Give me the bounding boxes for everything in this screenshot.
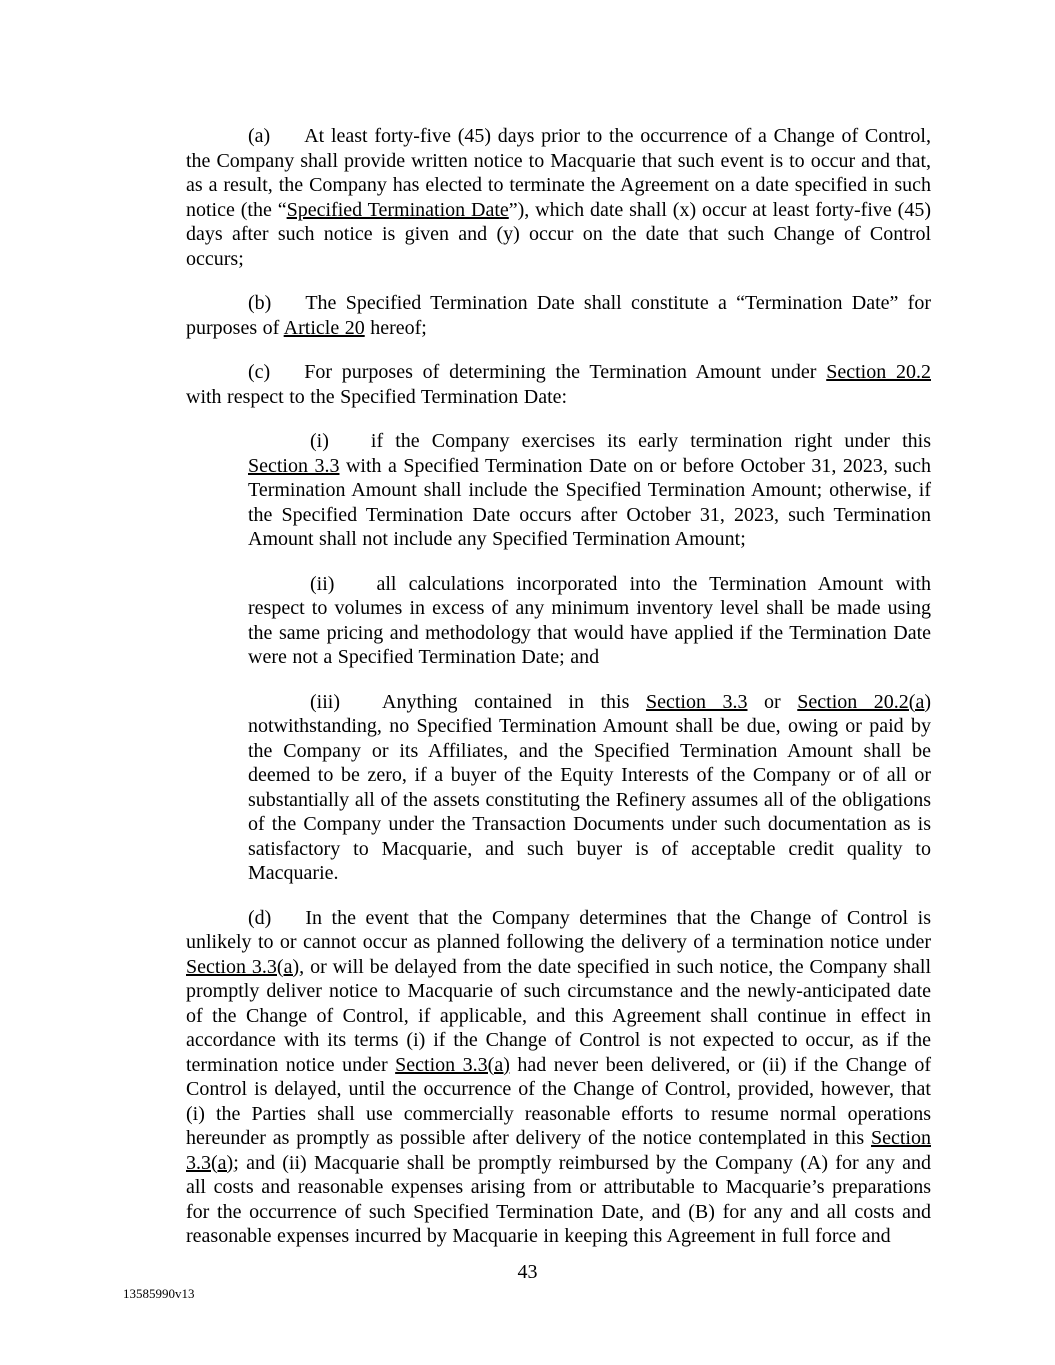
text-segment: ; and (ii) Macquarie shall be promptly reimbursed by the Company (A) for any and all costs and reasonable expenses arising from or attributable to Macquarie’s preparations for the occurrence of such Specified Termination Date, and (B) for any and all costs and reasonable expenses incurred by Macquarie in keeping this Agreement in full force and xyxy=(186,1151,931,1247)
text-segment: , or will be delayed from the date specified in such notice, the Company shall promptly deliver notice to Macquarie of such circumstance and the newly-anticipated date of the Change of Control, if applicable, and this Agreement shall continue in effect in accordance with its terms (i) if the Change of Control is not expected to occur, as if the termination notice under xyxy=(186,955,932,1076)
text-segment: Anything contained in this xyxy=(382,690,646,713)
text-segment: notwithstanding, no Specified Termination Amount shall be due, owing or paid by the Company or its Affiliates, and the Specified Termination Amount shall be deemed to be zero, if a buyer of the Equity Interests of the Company or of all or substantially all of the assets constituting the Refinery assumes all of the obligations of the Company under the Transaction Documents under such documentation as is satisfactory to Macquarie, and such buyer is of acceptable credit quality to Macquarie. xyxy=(248,715,931,884)
cross-reference: Section 3.3(a) xyxy=(395,1053,510,1076)
text-segment: ”), which date shall (x) occur at least forty-five (45) days after such notice is given and (y) occur on the date that such Change of Control occurs; xyxy=(186,198,931,270)
cross-reference: Section 3.3(a) xyxy=(186,1127,931,1174)
paragraph-d xyxy=(186,906,931,1249)
paragraph-label: (c) xyxy=(248,361,271,383)
cross-reference: Section 3.3 xyxy=(248,454,340,477)
text-segment: At least forty-five (45) days prior to the occurrence of a Change of Control, the Company shall provide written notice to Macquarie that such event is to occur and that, as a result, the Company has elected to terminate the Agreement on a date specified in such notice (the “ xyxy=(186,125,931,221)
page-number: 43 xyxy=(517,1261,538,1283)
cross-reference: Specified Termination Date xyxy=(286,198,509,221)
paragraph-iii xyxy=(248,690,931,886)
paragraph-label: (a) xyxy=(248,125,271,147)
cross-reference: Section 3.3 xyxy=(645,690,748,713)
text-segment: For purposes of determining the Termination Amount under xyxy=(304,361,827,383)
document-body xyxy=(186,124,931,1269)
text-segment: The Specified Termination Date shall constitute a “Termination Date” for purposes of xyxy=(186,292,931,339)
paragraph-b xyxy=(186,291,931,340)
text-segment: or xyxy=(747,690,798,713)
text-segment: with respect to the Specified Termination Date: xyxy=(186,385,568,408)
text-segment: In the event that the Company determines that the Change of Control is unlikely to or cannot occur as planned following the delivery of a termination notice under xyxy=(186,906,931,953)
paragraph-i xyxy=(248,429,931,552)
cross-reference: Article 20 xyxy=(283,316,365,339)
cross-reference: Section 20.2(a) xyxy=(797,690,931,713)
text-segment: all calculations incorporated into the Termination Amount with respect to volumes in excess of any minimum inventory level shall be made using the same pricing and methodology that would have applied if the Termination Date were not a Specified Termination Date; and xyxy=(248,572,931,668)
text-segment: with a Specified Termination Date on or before October 31, 2023, such Termination Amount shall include the Specified Termination Amount; otherwise, if the Specified Termination Date occurs after October 31, 2023, such Termination Amount shall not include any Specified Termination Amount; xyxy=(248,454,931,550)
document-id-footer: 13585990v13 xyxy=(123,1286,195,1301)
cross-reference: Section 3.3(a) xyxy=(186,955,300,978)
text-segment: had never been delivered, or (ii) if the Change of Control is delayed, until the occurrence of the Change of Control, provided, however, that (i) the Parties shall use commercially reasonable efforts to resume normal operations hereunder as promptly as possible after delivery of the notice contemplated in this xyxy=(186,1053,932,1149)
paragraph-label: (ii) xyxy=(310,572,335,595)
paragraph-a xyxy=(186,124,931,271)
paragraph-label: (iii) xyxy=(310,690,340,713)
paragraph-label: (d) xyxy=(248,906,272,929)
paragraph-label: (b) xyxy=(248,292,272,314)
text-segment: if the Company exercises its early termination right under this xyxy=(370,430,931,452)
paragraph-label: (i) xyxy=(310,430,329,452)
paragraph-c xyxy=(186,360,931,409)
paragraph-ii xyxy=(248,572,931,670)
cross-reference: Section 20.2 xyxy=(826,361,931,383)
text-segment: hereof; xyxy=(364,316,427,339)
